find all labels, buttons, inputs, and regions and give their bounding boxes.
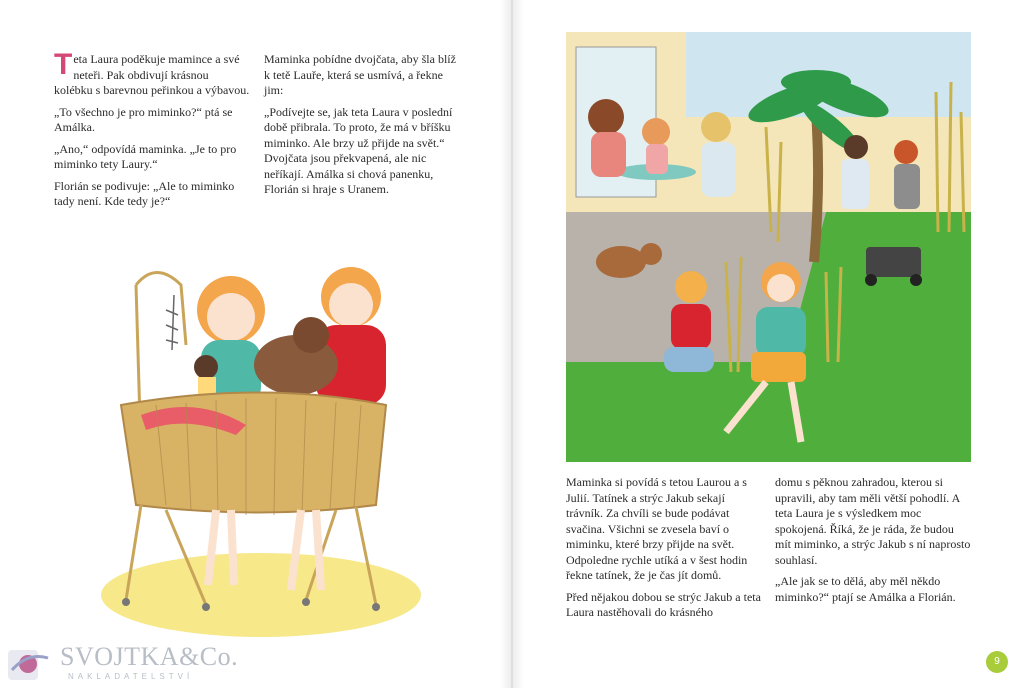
left-text-column-2 bbox=[264, 52, 464, 204]
paragraph: „Podívejte se, jak teta Laura v poslední době přibrala. To proto, že má v bříšku miminko. Ale brzy už přijde na svět.“ Dvojčata jsou překvapená, ale nic neříkají. Amálka si chová panenku, Florián si hraje s Uranem. bbox=[264, 104, 453, 196]
paragraph: Maminka pobídne dvojčata, aby šla blíž k tetě Lauře, která se usmívá, a řekne jim: bbox=[264, 52, 456, 97]
publisher-subtitle: NAKLADATELSTVÍ bbox=[68, 672, 194, 681]
cradle-illustration bbox=[96, 255, 426, 645]
paragraph: Maminka si povídá s tetou Laurou a s Julií. Tatínek a strýc Jakub sekají trávník. Za chvíli se bude podávat svačina. Všichni se zvesela baví o miminku, které brzy přijde na svět. Odpoledne rychle utíká a v šest hodin řekne tatínek, že je čas jít domů. bbox=[566, 475, 748, 582]
paragraph: „To všechno je pro miminko?“ ptá se Amálka. bbox=[54, 104, 233, 134]
publisher-logo-icon bbox=[6, 644, 50, 684]
paragraph: Florián se podivuje: „Ale to miminko tady není. Kde tedy je?“ bbox=[54, 178, 235, 208]
paragraph: „Ano,“ odpovídá maminka. „Je to pro miminko tety Laury.“ bbox=[54, 141, 237, 171]
paragraph: „Ale jak se to dělá, aby měl někdo miminko?“ ptají se Amálka a Florián. bbox=[775, 574, 956, 604]
left-text-column-1 bbox=[54, 48, 250, 216]
paragraph: Před nějakou dobou se strýc Jakub a teta Laura nastěhovali do krásného bbox=[566, 589, 761, 619]
publisher-logo bbox=[6, 640, 239, 686]
drop-cap: T bbox=[54, 48, 73, 81]
right-text-column-2 bbox=[775, 475, 971, 611]
garden-illustration bbox=[566, 32, 971, 462]
paragraph: Teta Laura poděkuje mamince a své neteři. Pak obdivují krásnou kolébku s barevnou peřinkou a výbavou. bbox=[54, 48, 250, 97]
publisher-name: SVOJTKA&Co. bbox=[60, 642, 239, 671]
right-text-column-1 bbox=[566, 475, 762, 627]
book-gutter bbox=[500, 0, 524, 688]
page-number-badge: 9 bbox=[986, 651, 1008, 673]
paragraph: domu s pěknou zahradou, kterou si upravili, aby tam měli větší pohodlí. A teta Laura je s výsledkem moc spokojená. Říká, že je ráda, že budou mít miminko, a strýc Jakub s ní naprosto souhlasí. bbox=[775, 475, 971, 567]
